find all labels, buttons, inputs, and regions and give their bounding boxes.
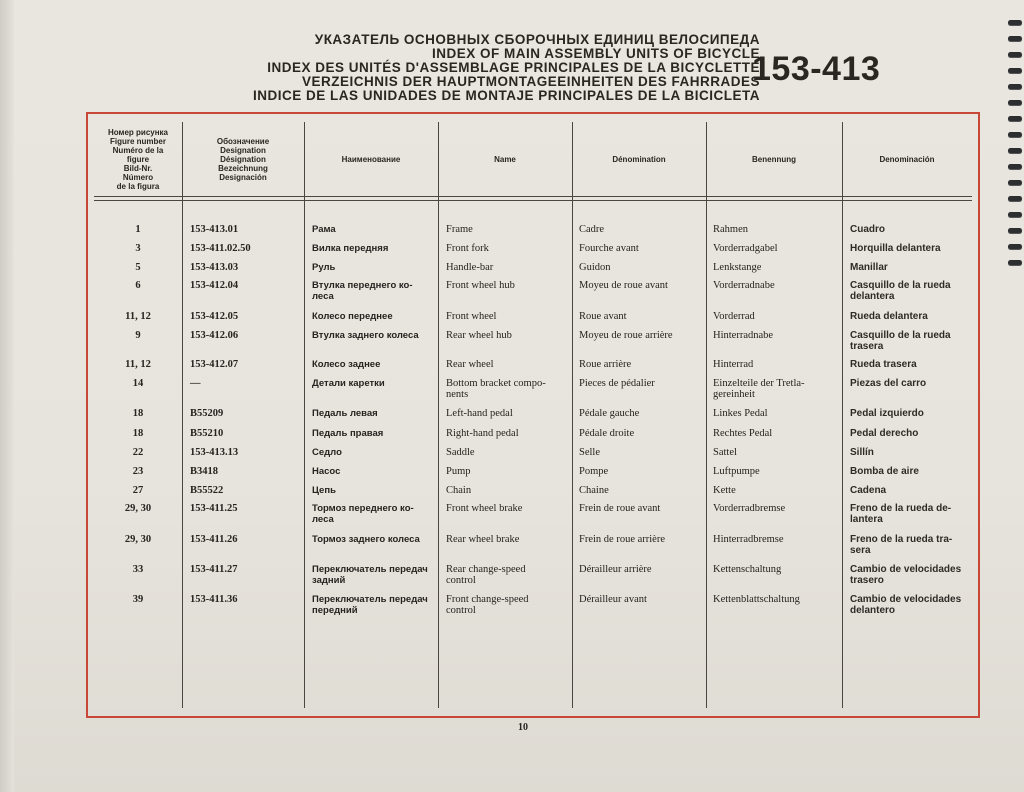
- cell-spanish: Freno de la rueda tra- sera: [850, 534, 953, 556]
- cell-spanish: Pedal derecho: [850, 428, 919, 439]
- column-header-russian: Наименование: [341, 154, 401, 164]
- cell-german: Sattel: [713, 447, 737, 458]
- cell-figure: 33: [132, 564, 144, 575]
- cell-russian: Педаль правая: [312, 428, 384, 439]
- column-header-spanish: Denominación: [879, 154, 935, 164]
- title-spanish: INDICE DE LAS UNIDADES DE MONTAJE PRINCIPALES DE LA BICICLETA: [252, 88, 760, 103]
- cell-designation: 153-412.04: [190, 280, 239, 291]
- cell-french: Frein de roue arrière: [579, 534, 665, 545]
- cell-russian: Переключатель передач задний: [312, 564, 428, 586]
- cell-english: Front wheel: [446, 311, 497, 322]
- cell-figure: 11, 12: [125, 311, 151, 322]
- cell-designation: —: [190, 378, 201, 389]
- cell-english: Right-hand pedal: [446, 428, 519, 439]
- cell-figure: 11, 12: [125, 359, 151, 370]
- cell-figure: 18: [132, 408, 144, 419]
- cell-spanish: Casquillo de la rueda delantera: [850, 280, 951, 302]
- cell-french: Dérailleur avant: [579, 594, 647, 605]
- cell-french: Guidon: [579, 262, 611, 273]
- cell-german: Kette: [713, 485, 736, 496]
- cell-english: Bottom bracket compo- nents: [446, 378, 546, 400]
- cell-figure: 39: [132, 594, 144, 605]
- cell-russian: Седло: [312, 447, 342, 458]
- cell-russian: Рама: [312, 224, 336, 235]
- cell-russian: Педаль левая: [312, 408, 378, 419]
- cell-german: Hinterradnabe: [713, 330, 774, 341]
- cell-designation: 153-411.02.50: [190, 243, 251, 254]
- cell-designation: 153-413.01: [190, 224, 239, 235]
- cell-figure: 18: [132, 428, 144, 439]
- cell-english: Rear wheel hub: [446, 330, 512, 341]
- cell-french: Roue avant: [579, 311, 627, 322]
- cell-german: Einzelteile der Tretla- gereinheit: [713, 378, 805, 400]
- cell-english: Front change-speed control: [446, 594, 529, 616]
- cell-english: Pump: [446, 466, 471, 477]
- cell-designation: B55522: [190, 485, 224, 496]
- title-german: VERZEICHNIS DER HAUPTMONTAGEEINHEITEN DES FAHRRADES: [301, 74, 760, 89]
- cell-english: Rear wheel: [446, 359, 494, 370]
- cell-english: Left-hand pedal: [446, 408, 513, 419]
- cell-german: Rechtes Pedal: [713, 428, 773, 439]
- cell-spanish: Freno de la rueda de- lantera: [850, 503, 952, 525]
- cell-figure: 29, 30: [124, 534, 152, 545]
- cell-german: Hinterradbremse: [713, 534, 784, 545]
- column-header-german: Benennung: [752, 154, 796, 164]
- cell-english: Rear change-speed control: [446, 564, 526, 586]
- cell-figure: 6: [135, 280, 141, 291]
- cell-french: Cadre: [579, 224, 605, 235]
- column-header-figure: Номер рисунка Figure number Numéro de la figure Bild-Nr. Número de la figura: [107, 127, 169, 191]
- cell-spanish: Cuadro: [850, 224, 885, 235]
- cell-russian: Втулка заднего колеса: [312, 330, 419, 341]
- cell-spanish: Casquillo de la rueda trasera: [850, 330, 951, 352]
- header-rule: [94, 200, 972, 201]
- model-code: 153-413: [752, 50, 881, 88]
- cell-german: Luftpumpe: [713, 466, 760, 477]
- cell-german: Vorderradbremse: [713, 503, 786, 514]
- cell-german: Vorderradnabe: [713, 280, 775, 291]
- page-edge: [0, 0, 14, 792]
- header-rule: [94, 196, 972, 197]
- cell-russian: Переключатель передач передний: [312, 594, 428, 616]
- cell-designation: 153-413.13: [190, 447, 239, 458]
- cell-english: Handle-bar: [446, 262, 494, 273]
- index-title: [150, 33, 760, 103]
- title-english: INDEX OF MAIN ASSEMBLY UNITS OF BICYCLE: [431, 46, 760, 61]
- title-french: INDEX DES UNITÉS D'ASSEMBLAGE PRINCIPALES DE LA BICYCLETTE: [267, 60, 760, 75]
- cell-russian: Тормоз заднего колеса: [312, 534, 420, 545]
- cell-spanish: Rueda delantera: [850, 311, 928, 322]
- column-header-designation: Обозначение Designation Désignation Bezeichnung Designación: [216, 136, 270, 182]
- cell-russian: Детали каретки: [312, 378, 385, 389]
- cell-russian: Цепь: [312, 485, 336, 496]
- cell-figure: 5: [135, 262, 141, 273]
- cell-figure: 9: [135, 330, 141, 341]
- cell-spanish: Cadena: [850, 485, 887, 496]
- cell-designation: 153-411.36: [190, 594, 238, 605]
- cell-french: Pompe: [579, 466, 609, 477]
- column-header-english: Name: [494, 154, 516, 164]
- cell-designation: 153-411.27: [190, 564, 238, 575]
- cell-russian: Тормоз переднего ко- леса: [312, 503, 414, 525]
- cell-figure: 27: [132, 485, 144, 496]
- cell-english: Saddle: [446, 447, 475, 458]
- cell-designation: B3418: [190, 466, 219, 477]
- column-divider: [572, 122, 573, 708]
- spiral-binding: [1008, 20, 1024, 300]
- cell-french: Pieces de pédalier: [579, 378, 655, 389]
- cell-russian: Втулка переднего ко- леса: [312, 280, 413, 302]
- cell-designation: 153-412.06: [190, 330, 239, 341]
- cell-german: Vorderradgabel: [713, 243, 778, 254]
- cell-designation: B55209: [190, 408, 224, 419]
- cell-figure: 23: [132, 466, 144, 477]
- cell-french: Pédale gauche: [579, 408, 640, 419]
- cell-figure: 3: [135, 243, 141, 254]
- cell-german: Kettenblattschaltung: [713, 594, 800, 605]
- cell-french: Fourche avant: [579, 243, 639, 254]
- title-russian: УКАЗАТЕЛЬ ОСНОВНЫХ СБОРОЧНЫХ ЕДИНИЦ ВЕЛОСИПЕДА: [314, 32, 760, 47]
- cell-figure: 14: [132, 378, 144, 389]
- cell-german: Vorderrad: [713, 311, 755, 322]
- cell-spanish: Piezas del carro: [850, 378, 927, 389]
- cell-spanish: Manillar: [850, 262, 888, 273]
- cell-figure: 22: [132, 447, 144, 458]
- cell-designation: 153-412.05: [190, 311, 239, 322]
- cell-spanish: Cambio de velocidades trasero: [850, 564, 962, 586]
- column-divider: [304, 122, 305, 708]
- cell-russian: Насос: [312, 466, 341, 477]
- cell-english: Front wheel hub: [446, 280, 515, 291]
- cell-designation: 153-412.07: [190, 359, 239, 370]
- cell-russian: Колесо заднее: [312, 359, 381, 370]
- cell-spanish: Bomba de aire: [850, 466, 919, 477]
- cell-french: Selle: [579, 447, 600, 458]
- cell-german: Rahmen: [713, 224, 748, 235]
- cell-english: Frame: [446, 224, 473, 235]
- cell-spanish: Pedal izquierdo: [850, 408, 924, 419]
- cell-english: Front wheel brake: [446, 503, 523, 514]
- cell-spanish: Cambio de velocidades delantero: [850, 594, 962, 616]
- cell-english: Chain: [446, 485, 472, 496]
- cell-french: Pédale droite: [579, 428, 635, 439]
- column-divider: [182, 122, 183, 708]
- cell-french: Moyeu de roue arrière: [579, 330, 673, 341]
- cell-german: Hinterrad: [713, 359, 754, 370]
- cell-french: Dérailleur arrière: [579, 564, 652, 575]
- column-header-french: Dénomination: [612, 154, 666, 164]
- cell-english: Front fork: [446, 243, 489, 254]
- cell-designation: B55210: [190, 428, 224, 439]
- cell-russian: Колесо переднее: [312, 311, 393, 322]
- cell-figure: 1: [135, 224, 141, 235]
- cell-designation: 153-411.26: [190, 534, 238, 545]
- cell-russian: Вилка передняя: [312, 243, 389, 254]
- cell-french: Moyeu de roue avant: [579, 280, 668, 291]
- cell-spanish: Rueda trasera: [850, 359, 917, 370]
- page-number: 10: [518, 722, 528, 733]
- column-divider: [842, 122, 843, 708]
- cell-figure: 29, 30: [124, 503, 152, 514]
- cell-french: Roue arrière: [579, 359, 632, 370]
- column-divider: [706, 122, 707, 708]
- cell-german: Linkes Pedal: [713, 408, 768, 419]
- cell-spanish: Sillín: [850, 447, 874, 458]
- cell-german: Lenkstange: [713, 262, 762, 273]
- cell-german: Kettenschaltung: [713, 564, 782, 575]
- cell-spanish: Horquilla delantera: [850, 243, 941, 254]
- cell-english: Rear wheel brake: [446, 534, 520, 545]
- cell-designation: 153-413.03: [190, 262, 239, 273]
- cell-russian: Руль: [312, 262, 336, 273]
- column-divider: [438, 122, 439, 708]
- cell-french: Chaine: [579, 485, 609, 496]
- cell-designation: 153-411.25: [190, 503, 238, 514]
- cell-french: Frein de roue avant: [579, 503, 661, 514]
